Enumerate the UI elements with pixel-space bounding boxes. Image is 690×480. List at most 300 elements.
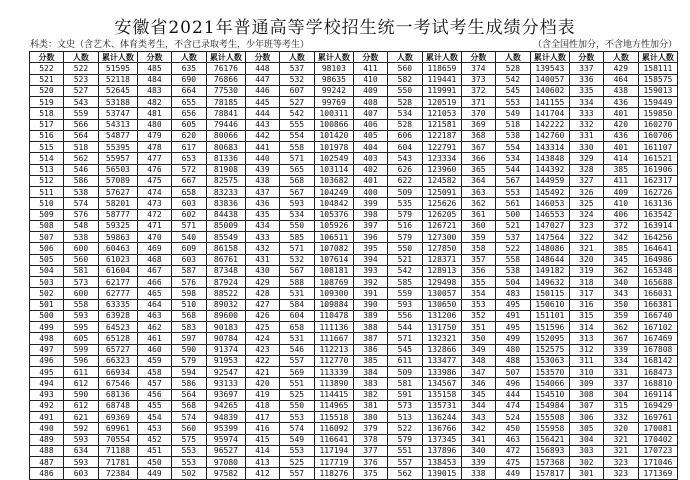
table-cell: 498 <box>30 333 64 344</box>
table-cell: 105926 <box>314 220 353 231</box>
table-cell: 622 <box>387 175 422 186</box>
table-cell: 587 <box>171 265 206 276</box>
table-cell: 551 <box>387 445 422 456</box>
table-cell: 428 <box>245 288 279 299</box>
table-cell: 164256 <box>638 232 677 243</box>
table-cell: 350 <box>461 333 495 344</box>
table-cell: 446 <box>245 85 279 96</box>
table-cell: 398 <box>353 209 387 220</box>
table-cell: 658 <box>279 322 314 333</box>
table-cell: 160706 <box>638 130 677 141</box>
table-row <box>30 445 678 456</box>
table-cell: 149182 <box>530 265 569 276</box>
table-cell: 440 <box>245 153 279 164</box>
table-cell: 414 <box>245 445 279 456</box>
table-cell: 365 <box>461 164 495 175</box>
table-cell: 94839 <box>206 412 245 423</box>
table-cell: 323 <box>603 468 638 479</box>
table-cell: 307 <box>569 400 603 411</box>
table-cell: 655 <box>171 97 206 108</box>
table-cell: 571 <box>279 153 314 164</box>
table-cell: 140602 <box>530 85 569 96</box>
table-cell: 171046 <box>638 457 677 468</box>
table-cell: 166381 <box>638 299 677 310</box>
table-cell: 522 <box>63 63 98 74</box>
table-cell: 133477 <box>422 355 461 366</box>
table-cell: 148086 <box>530 243 569 254</box>
table-cell: 553 <box>279 412 314 423</box>
table-cell: 549 <box>495 108 530 119</box>
table-cell: 95974 <box>206 434 245 445</box>
table-cell: 66934 <box>98 367 137 378</box>
table-cell: 522 <box>387 423 422 434</box>
table-cell: 544 <box>495 164 530 175</box>
table-cell: 586 <box>63 175 98 186</box>
table-cell: 403 <box>353 153 387 164</box>
table-cell: 393 <box>353 265 387 276</box>
table-cell: 303 <box>569 445 603 456</box>
table-cell: 507 <box>495 367 530 378</box>
table-cell: 479 <box>137 130 171 141</box>
table-cell: 95399 <box>206 423 245 434</box>
table-cell: 560 <box>387 63 422 74</box>
table-cell: 309 <box>569 378 603 389</box>
table-row <box>30 423 678 434</box>
table-row <box>30 175 678 186</box>
table-cell: 511 <box>30 187 64 198</box>
table-cell: 104249 <box>314 187 353 198</box>
table-cell: 527 <box>63 85 98 96</box>
table-cell: 495 <box>495 299 530 310</box>
table-cell: 574 <box>171 412 206 423</box>
table-cell: 607 <box>279 85 314 96</box>
table-cell: 409 <box>353 85 387 96</box>
table-cell: 412 <box>245 468 279 479</box>
table-cell: 499 <box>495 333 530 344</box>
table-cell: 414 <box>603 153 638 164</box>
table-cell: 353 <box>461 299 495 310</box>
table-cell: 602 <box>171 209 206 220</box>
table-cell: 588 <box>279 277 314 288</box>
table-cell: 408 <box>353 97 387 108</box>
table-cell: 147027 <box>530 220 569 231</box>
table-cell: 155958 <box>530 423 569 434</box>
table-cell: 621 <box>63 412 98 423</box>
table-cell: 111136 <box>314 322 353 333</box>
table-cell: 336 <box>569 74 603 85</box>
table-cell: 568 <box>171 310 206 321</box>
table-cell: 600 <box>63 288 98 299</box>
table-cell: 584 <box>279 299 314 310</box>
table-cell: 142760 <box>530 130 569 141</box>
table-cell: 472 <box>137 209 171 220</box>
table-cell: 163914 <box>638 220 677 231</box>
table-cell: 104842 <box>314 198 353 209</box>
table-row <box>30 232 678 243</box>
table-cell: 423 <box>245 344 279 355</box>
table-cell: 500 <box>30 310 64 321</box>
table-cell: 167102 <box>638 322 677 333</box>
table-cell: 357 <box>461 254 495 265</box>
table-cell: 86158 <box>206 243 245 254</box>
table-cell: 161521 <box>638 153 677 164</box>
table-cell: 463 <box>137 310 171 321</box>
table-cell: 386 <box>353 344 387 355</box>
table-cell: 113890 <box>314 378 353 389</box>
table-cell: 573 <box>387 400 422 411</box>
table-cell: 164641 <box>638 243 677 254</box>
table-cell: 494 <box>30 378 64 389</box>
table-cell: 166740 <box>638 310 677 321</box>
table-cell: 135158 <box>422 389 461 400</box>
header-cell: 人数 <box>495 52 530 63</box>
table-cell: 119991 <box>422 85 461 96</box>
table-cell: 436 <box>245 198 279 209</box>
table-cell: 426 <box>245 310 279 321</box>
table-cell: 70554 <box>98 434 137 445</box>
table-cell: 504 <box>495 277 530 288</box>
table-cell: 429 <box>245 277 279 288</box>
table-cell: 575 <box>171 434 206 445</box>
table-cell: 142222 <box>530 119 569 130</box>
page-title: 安徽省2021年普通高等学校招生统一考试考生成绩分档表 <box>114 18 576 38</box>
table-cell: 553 <box>171 445 206 456</box>
table-cell: 542 <box>279 108 314 119</box>
table-cell: 102549 <box>314 153 353 164</box>
table-cell: 550 <box>279 400 314 411</box>
table-cell: 568 <box>171 400 206 411</box>
table-cell: 375 <box>353 468 387 479</box>
table-cell: 122187 <box>422 130 461 141</box>
table-cell: 133986 <box>422 367 461 378</box>
table-cell: 86761 <box>206 254 245 265</box>
table-cell: 333 <box>569 108 603 119</box>
table-cell: 565 <box>279 164 314 175</box>
table-row <box>30 63 678 74</box>
table-cell: 545 <box>387 344 422 355</box>
table-cell: 496 <box>495 378 530 389</box>
table-cell: 505 <box>30 254 64 265</box>
table-cell: 52118 <box>98 74 137 85</box>
table-cell: 100311 <box>314 108 353 119</box>
table-cell: 114415 <box>314 389 353 400</box>
table-cell: 554 <box>279 130 314 141</box>
table-cell: 342 <box>603 232 638 243</box>
table-cell: 441 <box>245 142 279 153</box>
table-cell: 438 <box>245 175 279 186</box>
table-cell: 556 <box>387 310 422 321</box>
table-cell: 125626 <box>422 198 461 209</box>
table-cell: 521 <box>387 254 422 265</box>
table-cell: 132866 <box>422 344 461 355</box>
table-cell: 486 <box>30 468 64 479</box>
table-cell: 504 <box>30 265 64 276</box>
table-row <box>30 108 678 119</box>
table-cell: 53188 <box>98 97 137 108</box>
table-cell: 51595 <box>98 63 137 74</box>
table-cell: 321 <box>569 243 603 254</box>
table-row <box>30 333 678 344</box>
table-cell: 410 <box>353 74 387 85</box>
table-cell: 153570 <box>530 367 569 378</box>
table-cell: 499 <box>30 322 64 333</box>
table-cell: 538 <box>63 232 98 243</box>
table-cell: 444 <box>495 389 530 400</box>
table-cell: 612 <box>63 378 98 389</box>
table-row <box>30 344 678 355</box>
table-cell: 438 <box>603 85 638 96</box>
table-cell: 420 <box>245 378 279 389</box>
header-cell: 累计人数 <box>530 52 569 63</box>
table-cell: 134567 <box>422 378 461 389</box>
table-cell: 337 <box>603 378 638 389</box>
table-cell: 558 <box>279 142 314 153</box>
table-row <box>30 164 678 175</box>
table-cell: 490 <box>30 423 64 434</box>
table-cell: 90784 <box>206 333 245 344</box>
table-cell: 112770 <box>314 355 353 366</box>
table-cell: 346 <box>461 378 495 389</box>
table-cell: 396 <box>353 232 387 243</box>
table-cell: 163136 <box>638 198 677 209</box>
header-cell: 分数 <box>30 52 64 63</box>
table-cell: 72384 <box>98 468 137 479</box>
subtitle-category: 科类：文史（含艺术、体育类考生，不含已录取考生，少年班等考生） <box>30 40 310 50</box>
table-cell: 502 <box>171 468 206 479</box>
table-cell: 579 <box>171 355 206 366</box>
table-cell: 430 <box>245 265 279 276</box>
table-cell: 93697 <box>206 389 245 400</box>
table-cell: 537 <box>279 63 314 74</box>
table-cell: 165688 <box>638 277 677 288</box>
table-cell: 81336 <box>206 153 245 164</box>
table-cell: 572 <box>171 164 206 175</box>
table-cell: 96527 <box>206 445 245 456</box>
table-cell: 69369 <box>98 412 137 423</box>
table-cell: 452 <box>137 434 171 445</box>
table-cell: 126721 <box>422 220 461 231</box>
table-cell: 382 <box>353 389 387 400</box>
table-cell: 93133 <box>206 378 245 389</box>
table-cell: 118659 <box>422 63 461 74</box>
table-cell: 405 <box>353 130 387 141</box>
table-cell: 518 <box>495 119 530 130</box>
table-cell: 567 <box>279 187 314 198</box>
table-cell: 343 <box>603 288 638 299</box>
table-cell: 551 <box>279 378 314 389</box>
table-cell: 447 <box>245 74 279 85</box>
table-cell: 557 <box>387 457 422 468</box>
table-cell: 168810 <box>638 378 677 389</box>
table-cell: 581 <box>63 265 98 276</box>
table-cell: 157817 <box>530 468 569 479</box>
table-cell: 127850 <box>422 243 461 254</box>
table-cell: 364 <box>461 175 495 186</box>
table-cell: 488 <box>30 445 64 456</box>
table-cell: 545 <box>495 85 530 96</box>
table-cell: 553 <box>495 187 530 198</box>
table-cell: 483 <box>495 288 530 299</box>
table-cell: 555 <box>279 119 314 130</box>
table-cell: 363 <box>461 187 495 198</box>
table-cell: 62177 <box>98 277 137 288</box>
header-cell: 人数 <box>387 52 422 63</box>
table-row <box>30 367 678 378</box>
table-cell: 487 <box>30 457 64 468</box>
table-cell: 71781 <box>98 457 137 468</box>
table-cell: 482 <box>137 97 171 108</box>
table-cell: 58201 <box>98 198 137 209</box>
header-cell: 分数 <box>461 52 495 63</box>
table-cell: 385 <box>353 355 387 366</box>
table-cell: 489 <box>30 434 64 445</box>
table-cell: 109300 <box>314 288 353 299</box>
table-cell: 103114 <box>314 164 353 175</box>
table-cell: 598 <box>171 288 206 299</box>
table-cell: 581 <box>387 378 422 389</box>
table-cell: 101420 <box>314 130 353 141</box>
table-cell: 460 <box>137 344 171 355</box>
table-cell: 574 <box>279 423 314 434</box>
table-cell: 143848 <box>530 153 569 164</box>
table-cell: 392 <box>353 277 387 288</box>
table-cell: 480 <box>137 119 171 130</box>
table-cell: 316 <box>569 299 603 310</box>
table-cell: 664 <box>171 85 206 96</box>
table-cell: 525 <box>279 389 314 400</box>
table-row <box>30 142 678 153</box>
table-cell: 514 <box>30 153 64 164</box>
table-cell: 474 <box>137 187 171 198</box>
header-cell: 人数 <box>279 52 314 63</box>
table-cell: 332 <box>603 412 638 423</box>
table-cell: 567 <box>495 175 530 186</box>
table-cell: 370 <box>461 108 495 119</box>
table-cell: 52645 <box>98 85 137 96</box>
table-cell: 620 <box>171 130 206 141</box>
table-cell: 350 <box>603 299 638 310</box>
table-row <box>30 220 678 231</box>
table-cell: 658 <box>171 187 206 198</box>
table-cell: 339 <box>461 457 495 468</box>
table-cell: 475 <box>495 457 530 468</box>
table-cell: 590 <box>63 389 98 400</box>
table-cell: 147564 <box>530 232 569 243</box>
table-cell: 135731 <box>422 400 461 411</box>
table-cell: 470 <box>137 232 171 243</box>
table-cell: 319 <box>569 265 603 276</box>
table-cell: 314 <box>569 322 603 333</box>
table-cell: 568 <box>279 175 314 186</box>
table-header-row <box>30 52 678 63</box>
table-cell: 302 <box>569 457 603 468</box>
table-cell: 76866 <box>206 74 245 85</box>
table-cell: 507 <box>30 232 64 243</box>
table-cell: 109884 <box>314 299 353 310</box>
table-cell: 495 <box>495 322 530 333</box>
table-cell: 449 <box>137 468 171 479</box>
table-cell: 528 <box>387 119 422 130</box>
table-cell: 383 <box>353 378 387 389</box>
table-row <box>30 209 678 220</box>
table-cell: 115518 <box>314 412 353 423</box>
table-cell: 130650 <box>422 299 461 310</box>
table-cell: 449 <box>495 468 530 479</box>
table-cell: 108181 <box>314 265 353 276</box>
table-cell: 79446 <box>206 119 245 130</box>
table-cell: 57089 <box>98 175 137 186</box>
table-cell: 509 <box>387 367 422 378</box>
table-cell: 311 <box>569 355 603 366</box>
table-cell: 61604 <box>98 265 137 276</box>
table-cell: 549 <box>279 434 314 445</box>
table-cell: 463 <box>495 434 530 445</box>
table-cell: 605 <box>171 119 206 130</box>
table-cell: 83836 <box>206 198 245 209</box>
table-cell: 576 <box>171 277 206 288</box>
table-cell: 419 <box>245 389 279 400</box>
table-cell: 59325 <box>98 220 137 231</box>
table-cell: 439 <box>245 164 279 175</box>
table-cell: 451 <box>137 445 171 456</box>
table-row <box>30 187 678 198</box>
table-cell: 83233 <box>206 187 245 198</box>
table-cell: 564 <box>63 130 98 141</box>
table-cell: 167808 <box>638 344 677 355</box>
table-cell: 534 <box>495 153 530 164</box>
table-cell: 359 <box>603 310 638 321</box>
table-cell: 435 <box>245 209 279 220</box>
table-cell: 519 <box>30 97 64 108</box>
table-cell: 634 <box>63 445 98 456</box>
table-cell: 406 <box>603 209 638 220</box>
table-cell: 305 <box>569 423 603 434</box>
table-cell: 304 <box>603 389 638 400</box>
table-cell: 127300 <box>422 232 461 243</box>
table-cell: 518 <box>30 108 64 119</box>
table-cell: 518 <box>63 142 98 153</box>
table-cell: 163542 <box>638 209 677 220</box>
table-cell: 553 <box>171 457 206 468</box>
table-cell: 162317 <box>638 175 677 186</box>
table-cell: 326 <box>569 187 603 198</box>
table-cell: 128371 <box>422 254 461 265</box>
table-cell: 54877 <box>98 130 137 141</box>
table-cell: 165348 <box>638 265 677 276</box>
table-cell: 604 <box>279 310 314 321</box>
table-cell: 116641 <box>314 434 353 445</box>
table-cell: 458 <box>137 367 171 378</box>
table-cell: 145492 <box>530 187 569 198</box>
table-cell: 119441 <box>422 74 461 85</box>
table-cell: 590 <box>171 344 206 355</box>
table-cell: 148644 <box>530 254 569 265</box>
table-cell: 105376 <box>314 209 353 220</box>
table-cell: 592 <box>63 423 98 434</box>
table-cell: 151101 <box>530 310 569 321</box>
table-cell: 558 <box>495 254 530 265</box>
table-cell: 58777 <box>98 209 137 220</box>
table-cell: 471 <box>137 220 171 231</box>
table-cell: 65727 <box>98 344 137 355</box>
table-cell: 611 <box>63 367 98 378</box>
table-row <box>30 153 678 164</box>
table-cell: 327 <box>569 175 603 186</box>
table-row <box>30 97 678 108</box>
table-cell: 509 <box>30 209 64 220</box>
table-cell: 328 <box>569 164 603 175</box>
table-cell: 491 <box>30 412 64 423</box>
